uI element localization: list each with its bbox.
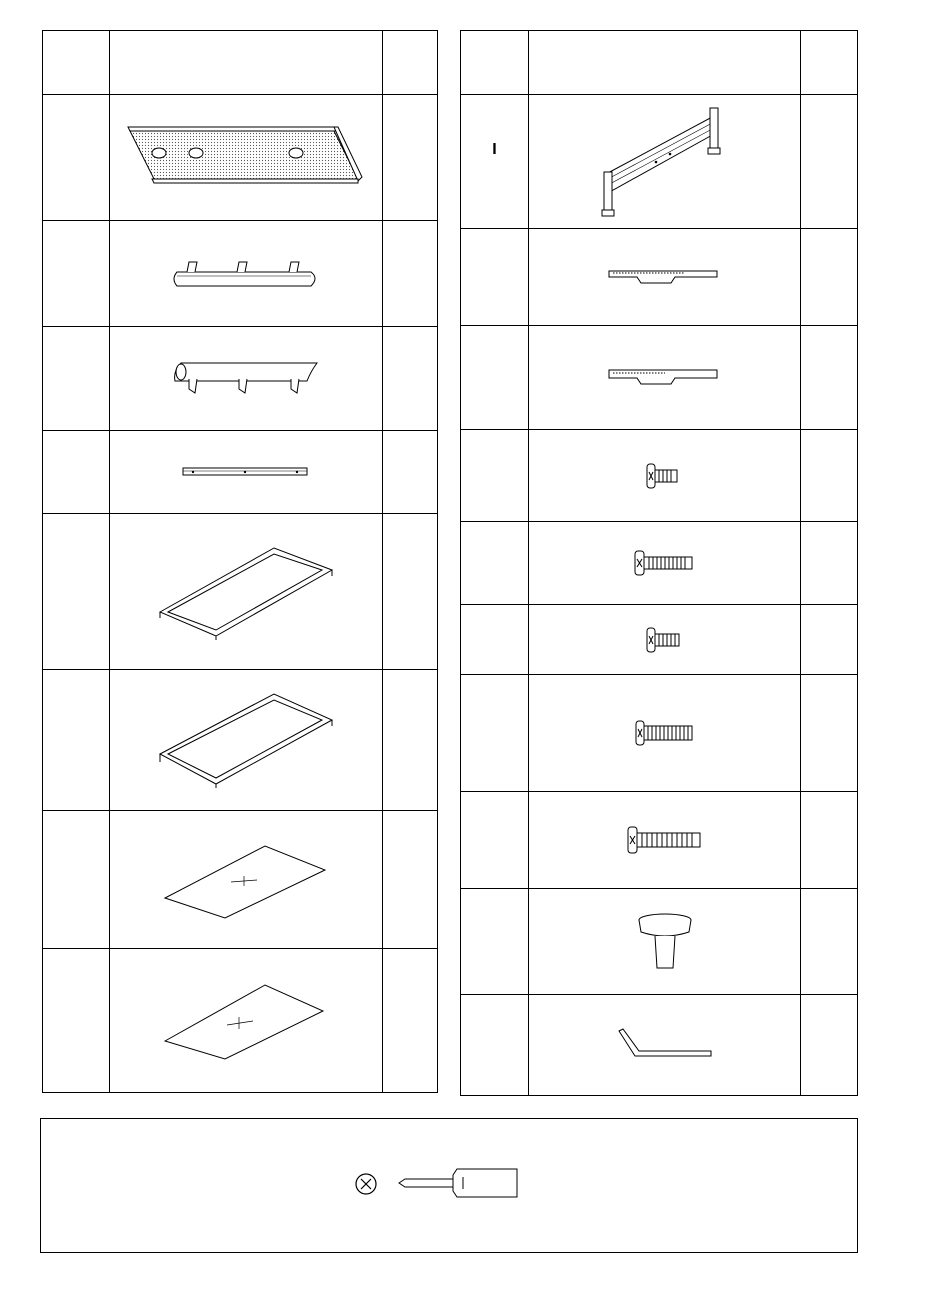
table-row xyxy=(110,811,382,948)
tools-box xyxy=(40,1118,858,1253)
rectangular-frame-icon xyxy=(156,542,336,642)
phillips-head-icon xyxy=(353,1171,379,1197)
rear-rail-with-brackets-icon xyxy=(171,256,321,292)
header-part xyxy=(529,31,800,94)
table-row xyxy=(529,792,800,888)
header-no xyxy=(43,31,109,94)
header-qty xyxy=(801,31,857,94)
table-row xyxy=(110,327,382,430)
front-rail-with-brackets-icon xyxy=(171,359,321,399)
table-row xyxy=(529,229,800,325)
rectangular-frame-icon xyxy=(156,690,336,790)
header-qty xyxy=(383,31,438,94)
table-row xyxy=(529,995,800,1095)
header-no xyxy=(461,31,528,94)
table-row xyxy=(529,95,800,228)
drawer-slide-icon xyxy=(605,366,725,390)
table-row xyxy=(110,221,382,326)
table-row xyxy=(110,514,382,669)
knob-icon xyxy=(635,910,695,974)
left-parts-table xyxy=(42,30,438,1093)
long-screw-icon xyxy=(626,824,704,856)
table-row xyxy=(529,675,800,791)
table-row xyxy=(529,605,800,674)
short-screw-icon xyxy=(645,625,685,655)
column-divider xyxy=(382,31,383,1092)
short-bar-icon xyxy=(181,465,311,479)
table-row xyxy=(529,889,800,994)
table-row xyxy=(110,95,382,220)
table-row xyxy=(110,670,382,810)
right-parts-table xyxy=(460,30,858,1096)
side-frame-icon xyxy=(600,104,730,220)
table-row xyxy=(529,430,800,521)
column-divider xyxy=(800,31,801,1095)
table-row xyxy=(529,326,800,429)
part-label: I xyxy=(492,141,497,158)
flat-board-icon xyxy=(161,842,331,918)
flat-board-icon xyxy=(161,981,331,1061)
header-part xyxy=(110,31,382,94)
screwdriver-icon xyxy=(397,1167,521,1199)
perforated-shelf-panel-icon xyxy=(126,123,366,193)
table-row xyxy=(110,431,382,513)
table-row xyxy=(110,949,382,1092)
table-row xyxy=(529,522,800,604)
allen-key-icon xyxy=(615,1025,715,1065)
drawer-slide-icon xyxy=(605,265,725,289)
long-screw-icon xyxy=(634,718,696,748)
long-screw-icon xyxy=(633,548,697,578)
short-screw-icon xyxy=(645,461,685,491)
